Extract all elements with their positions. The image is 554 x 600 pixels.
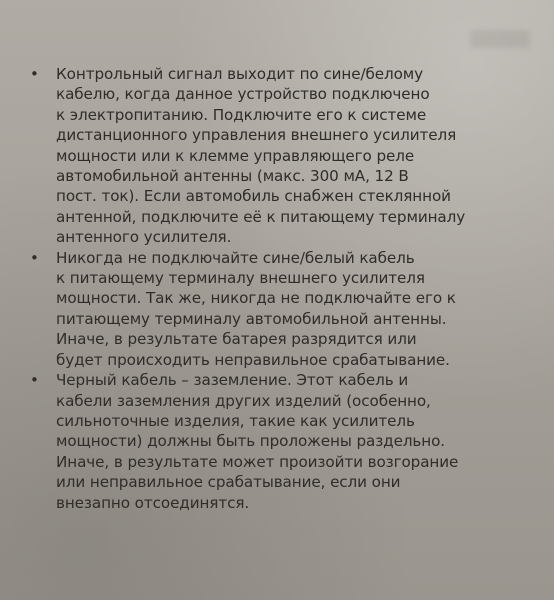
text-line: или неправильное срабатывание, если они (56, 473, 401, 492)
bullet-dot: • (30, 65, 39, 83)
text-line: антенного усилителя. (56, 228, 232, 247)
text-line: автомобильной антенны (макс. 300 мА, 12 В (56, 167, 409, 186)
text-line: питающему терминалу автомобильной антенны. (56, 309, 447, 328)
bullet-item-control-signal (30, 64, 530, 248)
text-line: мощности. Так же, никогда не подключайте его к (56, 289, 456, 308)
text-line: кабели заземления других изделий (особенно, (56, 391, 431, 410)
instruction-bullet-list (30, 64, 530, 513)
bullet-item-ground-cable (30, 370, 530, 513)
text-line: внезапно отсоединятся. (56, 493, 250, 512)
text-line: к электропитанию. Подключите его к системе (56, 105, 427, 124)
text-line: мощности) должны быть проложены раздельно. (56, 432, 446, 451)
bullet-dot: • (30, 248, 39, 267)
bullet-item-never-connect (30, 248, 530, 370)
text-line: Никогда не подключайте сине/белый кабель (56, 248, 415, 267)
text-line: сильноточные изделия, такие как усилитель (56, 411, 415, 430)
text-line: Черный кабель – заземление. Этот кабель и (56, 371, 409, 390)
text-line: антенной, подключите её к питающему терминалу (56, 207, 466, 226)
text-line: Контрольный сигнал выходит по сине/белому (56, 65, 424, 83)
bullet-dot: • (30, 371, 39, 390)
text-line: дистанционного управления внешнего усилителя (56, 126, 457, 145)
text-line: мощности или к клемме управляющего реле (56, 146, 415, 165)
text-line: будет происходить неправильное срабатывание. (56, 350, 450, 369)
text-line: к питающему терминалу внешнего усилителя (56, 269, 425, 288)
show-through-smudge (470, 30, 530, 48)
text-line: кабелю, когда данное устройство подключено (56, 85, 430, 104)
text-line: пост. ток). Если автомобиль снабжен стеклянной (56, 187, 451, 206)
text-line: Иначе, в результате батарея разрядится или (56, 330, 417, 349)
text-line: Иначе, в результате может произойти возгорание (56, 452, 459, 471)
